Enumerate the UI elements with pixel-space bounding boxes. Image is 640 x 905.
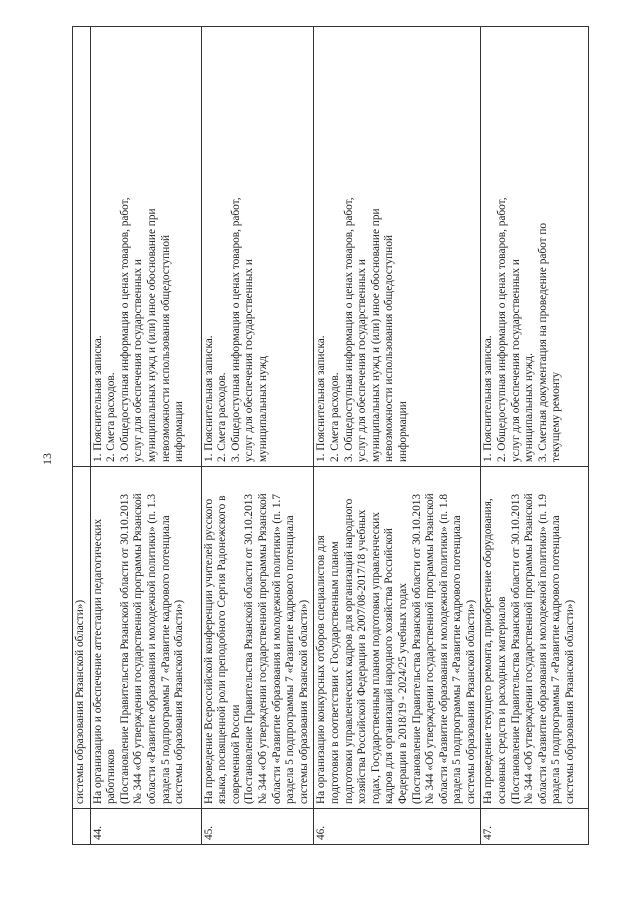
document-line: 3. Общедоступная информация о ценах товаров, работ,: [342, 197, 355, 462]
activity-cell: системы образования Рязанской области»): [73, 467, 91, 809]
table-row: [201, 27, 314, 845]
document-line: 1. Пояснительная записка.: [91, 335, 104, 462]
activity-line: подготовки в соответствии с Государственным планом: [328, 541, 341, 804]
activity-line: области «Развитие образования и молодежной политики» (п. 1.3: [145, 493, 158, 804]
documents-cell: [481, 27, 589, 467]
page-number: 13: [40, 453, 54, 465]
document-line: информации: [396, 401, 409, 462]
document-line: муниципальных нужд.: [523, 353, 536, 462]
document-line: муниципальных нужд: [256, 355, 269, 462]
activity-line: области «Развитие образования и молодежной политики» (п. 1.7: [270, 493, 283, 804]
activity-line: (Постановление Правительства Рязанской области от 30.10.2013: [509, 493, 522, 804]
activity-line: № 344 «Об утверждении государственной программы Рязанской: [132, 493, 145, 804]
table-row: [481, 27, 589, 845]
document-line: текущему ремонту: [550, 371, 563, 462]
document-line: муниципальных нужд и (или) иное обоснование при: [369, 208, 382, 462]
activity-line: На проведение текущего ремонта, приобретение оборудования,: [482, 498, 495, 804]
activity-line: кадров для организаций народного хозяйства Российской: [383, 528, 396, 804]
activity-line: области «Развитие образования и молодежной политики» (п. 1.8: [437, 493, 450, 804]
activity-line: годах, Государственным планом подготовки управленческих: [369, 512, 382, 804]
document-line: 2. Общедоступная информация о ценах товаров, работ,: [496, 197, 509, 462]
activity-line: (Постановление Правительства Рязанской области от 30.10.2013: [410, 493, 423, 804]
document-line: невозможности использования общедоступной: [159, 234, 172, 462]
activity-line: № 344 «Об утверждении государственной программы Рязанской: [256, 493, 269, 804]
document-line: 3. Общедоступная информация о ценах товаров, работ,: [118, 197, 131, 462]
table-row: [90, 27, 201, 845]
activity-line: области «Развитие образования и молодежной политики» (п. 1.9: [536, 493, 549, 804]
activity-line: современной России: [229, 704, 242, 804]
activity-line: подготовки управленческих кадров для организаций народного: [342, 498, 355, 804]
activity-line: системы образования Рязанской области»): [564, 599, 577, 804]
document-line: услуг для обеспечения государственных и: [356, 259, 369, 462]
document-line: 2. Смета расходов.: [328, 372, 341, 462]
document-line: услуг для обеспечения государственных и: [243, 259, 256, 462]
document-line: муниципальных нужд и (или) иное обоснование при: [145, 208, 158, 462]
document-table: [72, 26, 589, 845]
activity-line: На организацию конкурсных отборов специалистов для: [315, 535, 328, 804]
activity-line: (Постановление Правительства Рязанской области от 30.10.2013: [243, 493, 256, 804]
table-row: [314, 27, 481, 845]
activity-line: хозяйства Российской Федерации в 2007/08-2017/18 учебных: [356, 509, 369, 804]
activity-cell: [481, 467, 589, 809]
row-number: 47.: [481, 809, 589, 845]
document-line: 1. Пояснительная записка.: [315, 335, 328, 462]
document-line: услуг для обеспечения государственных и: [509, 259, 522, 462]
activity-line: № 344 «Об утверждении государственной программы Рязанской: [424, 493, 437, 804]
row-number: 44.: [90, 809, 201, 845]
activity-line: Федерации в 2018/19 - 2024/25 учебных годах: [396, 583, 409, 804]
documents-cell: [314, 27, 481, 467]
document-line: 1. Пояснительная записка.: [482, 335, 495, 462]
activity-cell: [201, 467, 314, 809]
row-number: 46.: [314, 809, 481, 845]
document-line: 2. Смета расходов.: [105, 372, 118, 462]
activity-line: раздела 5 подпрограммы 7 «Развитие кадрового потенциала: [451, 515, 464, 804]
activity-cell: [90, 467, 201, 809]
table-row: [73, 27, 91, 845]
document-line: 3. Сметная документация на проведение работ по: [536, 222, 549, 462]
documents-cell: [73, 27, 91, 467]
document-line: 1. Пояснительная записка.: [202, 335, 215, 462]
documents-cell: [201, 27, 314, 467]
activity-line: раздела 5 подпрограммы 7 «Развитие кадрового потенциала: [159, 515, 172, 804]
documents-cell: [90, 27, 201, 467]
document-line: информации: [173, 401, 186, 462]
activity-line: основных средств и расходных материалов: [496, 596, 509, 804]
document-line: 3. Общедоступная информация о ценах товаров, работ,: [229, 197, 242, 462]
activity-line: (Постановление Правительства Рязанской области от 30.10.2013: [118, 493, 131, 804]
row-number: 45.: [201, 809, 314, 845]
document-line: услуг для обеспечения государственных и: [132, 259, 145, 462]
activity-line: На проведение Всероссийской конференции учителей русского: [202, 498, 215, 804]
activity-line: системы образования Рязанской области»): [464, 599, 477, 804]
activity-line: № 344 «Об утверждении государственной программы Рязанской: [523, 493, 536, 804]
activity-line: раздела 5 подпрограммы 7 «Развитие кадрового потенциала: [550, 515, 563, 804]
document-line: 2. Смета расходов.: [216, 372, 229, 462]
activity-line: работников: [105, 749, 118, 804]
activity-line: раздела 5 подпрограммы 7 «Развитие кадрового потенциала: [284, 515, 297, 804]
activity-line: системы образования Рязанской области»): [173, 599, 186, 804]
row-number-cell: [73, 809, 91, 845]
activity-line: На организацию и обеспечение аттестации педагогических: [91, 518, 104, 804]
activity-line: языка, посвященной роли преподобного Сергия Радонежского в: [216, 495, 229, 804]
activity-cell: [314, 467, 481, 809]
document-line: невозможности использования общедоступной: [383, 234, 396, 462]
activity-line: системы образования Рязанской области»): [297, 599, 310, 804]
